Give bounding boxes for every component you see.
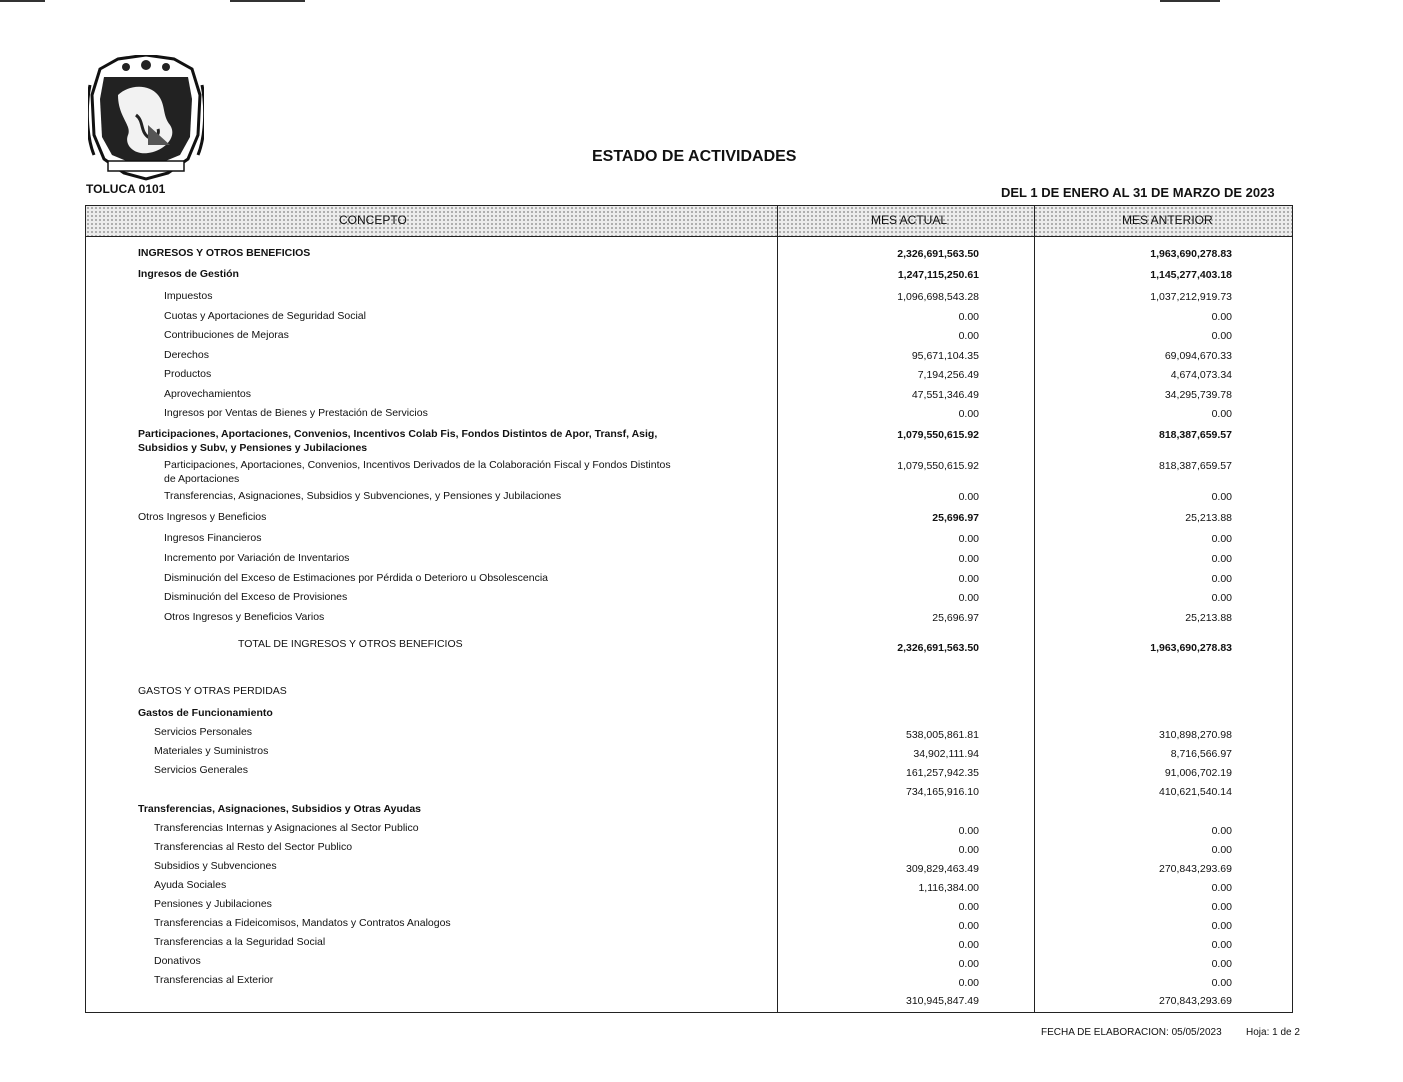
column-header-current: MES ACTUAL bbox=[871, 213, 948, 227]
table-row bbox=[86, 916, 1292, 932]
previous-value: 0.00 bbox=[1211, 553, 1232, 565]
total-row bbox=[86, 637, 1292, 653]
row-label: Derechos bbox=[164, 349, 209, 361]
row-label: Materiales y Suministros bbox=[154, 745, 269, 757]
current-value: 1,079,550,615.92 bbox=[897, 429, 979, 441]
current-value: 2,326,691,563.50 bbox=[897, 642, 979, 654]
previous-value: 0.00 bbox=[1211, 939, 1232, 951]
current-value: 95,671,104.35 bbox=[911, 350, 979, 362]
previous-value: 0.00 bbox=[1211, 825, 1232, 837]
previous-value: 0.00 bbox=[1211, 491, 1232, 503]
entity-code: TOLUCA 0101 bbox=[86, 182, 166, 196]
table-row bbox=[86, 246, 1292, 262]
current-value: 734,165,916.10 bbox=[906, 786, 979, 798]
elaboration-date: FECHA DE ELABORACION: 05/05/2023 bbox=[1041, 1027, 1222, 1038]
previous-value: 410,621,540.14 bbox=[1159, 786, 1232, 798]
previous-value: 1,963,690,278.83 bbox=[1150, 642, 1232, 654]
previous-value: 270,843,293.69 bbox=[1159, 995, 1232, 1007]
row-label: Impuestos bbox=[164, 290, 213, 302]
previous-value: 0.00 bbox=[1211, 330, 1232, 342]
table-row bbox=[86, 510, 1292, 526]
table-header bbox=[86, 206, 1292, 237]
previous-value: 1,037,212,919.73 bbox=[1150, 291, 1232, 303]
current-value: 0.00 bbox=[958, 491, 979, 503]
current-value: 161,257,942.35 bbox=[906, 767, 979, 779]
row-label: Servicios Personales bbox=[154, 726, 253, 738]
previous-value: 818,387,659.57 bbox=[1159, 429, 1232, 441]
table-row bbox=[86, 531, 1292, 547]
table-row bbox=[86, 427, 1292, 454]
report-title: ESTADO DE ACTIVIDADES bbox=[592, 148, 797, 165]
current-value: 47,551,346.49 bbox=[911, 389, 979, 401]
current-value: 0.00 bbox=[958, 408, 979, 420]
row-label: Participaciones, Aportaciones, Convenios, Incentivos Colab Fis, Fondos Distintos de Apor, Transf, Asig, Subsidios y Subv, y Pensiones y Jubilaciones bbox=[138, 428, 658, 454]
table-row bbox=[86, 571, 1292, 587]
table-row bbox=[86, 367, 1292, 383]
column-header-concept: CONCEPTO bbox=[339, 213, 407, 227]
current-value: 0.00 bbox=[958, 958, 979, 970]
row-label: Ayuda Sociales bbox=[154, 879, 227, 891]
row-label: Disminución del Exceso de Provisiones bbox=[164, 591, 348, 603]
previous-value: 1,145,277,403.18 bbox=[1150, 269, 1232, 281]
row-label: TOTAL DE INGRESOS Y OTROS BENEFICIOS bbox=[238, 638, 463, 650]
row-label: Ingresos Financieros bbox=[164, 532, 262, 544]
row-label: Participaciones, Aportaciones, Convenios, Incentivos Derivados de la Colaboración Fiscal y Fondos Distintos de Aportaciones bbox=[164, 459, 671, 485]
previous-value: 818,387,659.57 bbox=[1159, 460, 1232, 472]
table-row bbox=[86, 289, 1292, 305]
row-label: Cuotas y Aportaciones de Seguridad Social bbox=[164, 310, 366, 322]
current-value: 309,829,463.49 bbox=[906, 863, 979, 875]
current-value: 0.00 bbox=[958, 901, 979, 913]
table-row bbox=[86, 489, 1292, 505]
current-value: 0.00 bbox=[958, 844, 979, 856]
previous-value: 0.00 bbox=[1211, 844, 1232, 856]
previous-value: 0.00 bbox=[1211, 920, 1232, 932]
row-label: Transferencias a la Seguridad Social bbox=[154, 936, 326, 948]
row-label: Transferencias Internas y Asignaciones al Sector Publico bbox=[154, 822, 419, 834]
row-label: Aprovechamientos bbox=[164, 388, 251, 400]
row-label: Disminución del Exceso de Estimaciones por Pérdida o Deterioro u Obsolescencia bbox=[164, 572, 549, 584]
current-value: 1,096,698,543.28 bbox=[897, 291, 979, 303]
current-value: 0.00 bbox=[958, 330, 979, 342]
current-value: 2,326,691,563.50 bbox=[897, 248, 979, 260]
table-row bbox=[86, 406, 1292, 422]
current-value: 0.00 bbox=[958, 573, 979, 585]
previous-value: 0.00 bbox=[1211, 882, 1232, 894]
current-value: 7,194,256.49 bbox=[917, 369, 979, 381]
previous-value: 4,674,073.34 bbox=[1170, 369, 1232, 381]
subtotal-row bbox=[86, 784, 1292, 800]
previous-value: 0.00 bbox=[1211, 311, 1232, 323]
row-label: Incremento por Variación de Inventarios bbox=[164, 552, 350, 564]
table-row bbox=[86, 590, 1292, 606]
row-label: Pensiones y Jubilaciones bbox=[154, 898, 272, 910]
table-row bbox=[86, 878, 1292, 894]
previous-value: 91,006,702.19 bbox=[1164, 767, 1232, 779]
row-label: Gastos de Funcionamiento bbox=[138, 707, 273, 719]
table-row bbox=[86, 309, 1292, 325]
scan-artifact bbox=[230, 0, 305, 2]
section-heading bbox=[86, 802, 1292, 818]
section-heading bbox=[86, 684, 1292, 700]
current-value: 538,005,861.81 bbox=[906, 729, 979, 741]
row-label: Productos bbox=[164, 368, 212, 380]
previous-value: 8,716,566.97 bbox=[1170, 748, 1232, 760]
current-value: 0.00 bbox=[958, 825, 979, 837]
scan-artifact bbox=[0, 0, 45, 2]
subtotal-row bbox=[86, 993, 1292, 1009]
row-label: Transferencias, Asignaciones, Subsidios y Subvenciones, y Pensiones y Jubilaciones bbox=[164, 490, 562, 502]
table-row bbox=[86, 763, 1292, 779]
table-row bbox=[86, 840, 1292, 856]
table-row bbox=[86, 725, 1292, 741]
current-value: 0.00 bbox=[958, 977, 979, 989]
current-value: 0.00 bbox=[958, 533, 979, 545]
table-row bbox=[86, 267, 1292, 283]
previous-value: 0.00 bbox=[1211, 592, 1232, 604]
table-row bbox=[86, 610, 1292, 626]
activities-table bbox=[85, 205, 1293, 1013]
section-heading bbox=[86, 706, 1292, 722]
row-label: Ingresos por Ventas de Bienes y Prestación de Servicios bbox=[164, 407, 428, 419]
current-value: 0.00 bbox=[958, 939, 979, 951]
previous-value: 1,963,690,278.83 bbox=[1150, 248, 1232, 260]
table-row bbox=[86, 973, 1292, 989]
row-label: Otros Ingresos y Beneficios bbox=[138, 511, 267, 523]
previous-value: 0.00 bbox=[1211, 958, 1232, 970]
previous-value: 69,094,670.33 bbox=[1164, 350, 1232, 362]
current-value: 34,902,111.94 bbox=[913, 748, 979, 760]
row-label: Servicios Generales bbox=[154, 764, 248, 776]
municipal-seal-logo bbox=[88, 55, 204, 183]
table-row bbox=[86, 328, 1292, 344]
current-value: 0.00 bbox=[958, 592, 979, 604]
previous-value: 25,213.88 bbox=[1185, 512, 1232, 524]
current-value: 25,696.97 bbox=[932, 512, 979, 524]
table-row bbox=[86, 458, 1292, 485]
previous-value: 270,843,293.69 bbox=[1159, 863, 1232, 875]
previous-value: 0.00 bbox=[1211, 977, 1232, 989]
table-row bbox=[86, 551, 1292, 567]
current-value: 1,247,115,250.61 bbox=[897, 269, 979, 281]
report-period: DEL 1 DE ENERO AL 31 DE MARZO DE 2023 bbox=[1001, 185, 1275, 200]
table-row bbox=[86, 897, 1292, 913]
row-label: Otros Ingresos y Beneficios Varios bbox=[164, 611, 325, 623]
column-header-previous: MES ANTERIOR bbox=[1122, 213, 1213, 227]
current-value: 1,116,384.00 bbox=[918, 882, 979, 894]
table-row bbox=[86, 954, 1292, 970]
previous-value: 0.00 bbox=[1211, 408, 1232, 420]
row-label: Donativos bbox=[154, 955, 201, 967]
row-label: Transferencias, Asignaciones, Subsidios y Otras Ayudas bbox=[138, 803, 422, 815]
current-value: 1,079,550,615.92 bbox=[897, 460, 979, 472]
row-label: Ingresos de Gestión bbox=[138, 268, 239, 280]
row-label: Transferencias a Fideicomisos, Mandatos y Contratos Analogos bbox=[154, 917, 451, 929]
scan-artifact bbox=[1160, 0, 1220, 2]
row-label: GASTOS Y OTRAS PERDIDAS bbox=[138, 685, 287, 697]
page-number: Hoja: 1 de 2 bbox=[1246, 1027, 1300, 1038]
table-row bbox=[86, 348, 1292, 364]
row-label: Transferencias al Exterior bbox=[154, 974, 274, 986]
previous-value: 310,898,270.98 bbox=[1159, 729, 1232, 741]
table-row bbox=[86, 935, 1292, 951]
current-value: 25,696.97 bbox=[932, 612, 979, 624]
previous-value: 0.00 bbox=[1211, 573, 1232, 585]
current-value: 0.00 bbox=[958, 553, 979, 565]
current-value: 310,945,847.49 bbox=[906, 995, 979, 1007]
current-value: 0.00 bbox=[958, 311, 979, 323]
previous-value: 25,213.88 bbox=[1185, 612, 1232, 624]
table-row bbox=[86, 821, 1292, 837]
previous-value: 0.00 bbox=[1211, 533, 1232, 545]
current-value: 0.00 bbox=[958, 920, 979, 932]
previous-value: 34,295,739.78 bbox=[1164, 389, 1232, 401]
row-label: INGRESOS Y OTROS BENEFICIOS bbox=[138, 247, 311, 259]
table-row bbox=[86, 859, 1292, 875]
table-row bbox=[86, 387, 1292, 403]
previous-value: 0.00 bbox=[1211, 901, 1232, 913]
row-label: Transferencias al Resto del Sector Publico bbox=[154, 841, 353, 853]
row-label: Subsidios y Subvenciones bbox=[154, 860, 277, 872]
table-row bbox=[86, 744, 1292, 760]
row-label: Contribuciones de Mejoras bbox=[164, 329, 289, 341]
